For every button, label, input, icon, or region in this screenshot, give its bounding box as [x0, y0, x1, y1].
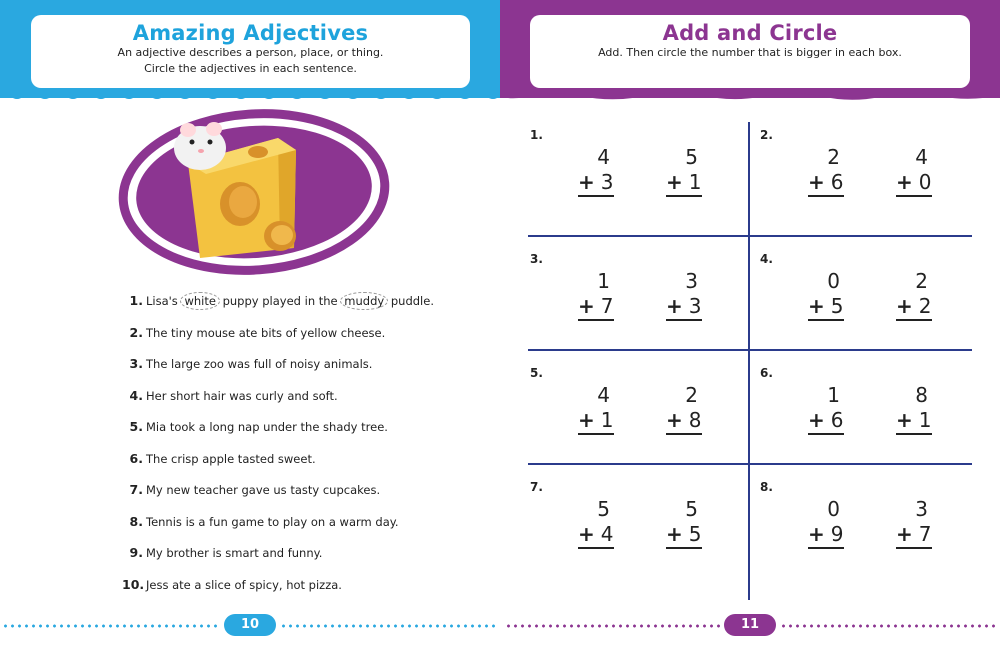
- plus-sign: +: [808, 294, 825, 318]
- problem-box-label: 3.: [530, 252, 543, 266]
- addition-problem[interactable]: [808, 145, 844, 197]
- addend-bottom-row: [808, 170, 844, 197]
- addend-bottom: 6: [830, 170, 844, 194]
- addend-bottom: 6: [830, 408, 844, 432]
- plus-sign: +: [666, 294, 683, 318]
- addend-bottom-row: [666, 408, 702, 435]
- sentence-number: 10.: [122, 576, 145, 592]
- sentence-4: [122, 388, 482, 420]
- hamster-cheese-photo: [118, 108, 390, 276]
- plus-sign: +: [578, 170, 595, 194]
- sentence-number: 6.: [129, 450, 143, 466]
- addition-problem[interactable]: [666, 269, 702, 321]
- text-part: puddle.: [387, 294, 434, 308]
- addend-bottom: 3: [688, 294, 702, 318]
- problem-box-label: 1.: [530, 128, 543, 142]
- addend-bottom-row: [578, 522, 614, 549]
- sentence-text: The crisp apple tasted sweet.: [146, 451, 316, 466]
- plus-sign: +: [896, 170, 913, 194]
- sentence-number: 9.: [129, 545, 143, 560]
- instructions: Add. Then circle the number that is bigger in each box.: [598, 46, 902, 59]
- plus-sign: +: [666, 408, 683, 432]
- sentence-number: 5.: [129, 419, 143, 434]
- addition-problem[interactable]: [808, 497, 844, 549]
- problem-box-label: 5.: [530, 366, 543, 380]
- plus-sign: +: [896, 294, 913, 318]
- addend-bottom-row: [666, 522, 702, 549]
- addition-problem[interactable]: [808, 269, 844, 321]
- addition-problem[interactable]: [578, 497, 614, 549]
- sentence-9: [122, 545, 482, 577]
- sentence-text: Mia took a long nap under the shady tree.: [146, 420, 388, 434]
- text-part: Lisa's: [146, 294, 182, 308]
- addend-bottom-row: [578, 408, 614, 435]
- page-number: 11: [724, 614, 776, 636]
- addition-problem[interactable]: [896, 269, 932, 321]
- grid-divider: [748, 122, 750, 600]
- addend-top: 5: [685, 145, 698, 169]
- addend-top: 4: [915, 145, 928, 169]
- circled-adjective[interactable]: muddy: [340, 292, 388, 310]
- problem-box-label: 7.: [530, 480, 543, 494]
- sentence-1: [122, 293, 482, 325]
- addition-problem[interactable]: [578, 145, 614, 197]
- addend-bottom: 2: [918, 294, 932, 318]
- addition-problem[interactable]: [578, 383, 614, 435]
- addend-top: 3: [685, 269, 698, 293]
- addend-bottom-row: [578, 294, 614, 321]
- plus-sign: +: [578, 522, 595, 546]
- sentence-text: The tiny mouse ate bits of yellow cheese.: [146, 325, 386, 340]
- addend-bottom: 8: [688, 408, 702, 432]
- grid-divider: [528, 463, 972, 465]
- problem-box-label: 8.: [760, 480, 773, 494]
- sentence-number: 7.: [129, 482, 143, 497]
- addend-bottom-row: [666, 170, 702, 197]
- plus-sign: +: [666, 522, 683, 546]
- addition-problem[interactable]: [666, 145, 702, 197]
- addition-problem[interactable]: [578, 269, 614, 321]
- plus-sign: +: [666, 170, 683, 194]
- grid-divider: [528, 235, 972, 237]
- addend-bottom-row: [808, 408, 844, 435]
- plus-sign: +: [578, 294, 595, 318]
- addend-bottom: 5: [688, 522, 702, 546]
- addend-bottom: 9: [830, 522, 844, 546]
- addend-bottom: 7: [918, 522, 932, 546]
- addition-problem[interactable]: [666, 383, 702, 435]
- addend-top: 1: [827, 383, 840, 407]
- problem-box-label: 2.: [760, 128, 773, 142]
- addend-top: 1: [597, 269, 610, 293]
- sentence-text: The large zoo was full of noisy animals.: [146, 357, 373, 371]
- addend-top: 4: [597, 383, 610, 407]
- dotted-line: [505, 624, 720, 628]
- sentence-text: Jess ate a slice of spicy, hot pizza.: [146, 577, 342, 592]
- page-title: Add and Circle: [662, 21, 838, 45]
- addend-bottom-row: [896, 170, 932, 197]
- sentence-text: Tennis is a fun game to play on a warm day.: [146, 514, 399, 529]
- addend-bottom: 5: [830, 294, 844, 318]
- addend-top: 5: [597, 497, 610, 521]
- sentence-number: 2.: [129, 324, 143, 340]
- problem-box-label: 6.: [760, 366, 773, 380]
- sentence-10: [122, 577, 482, 609]
- sentence-text: Her short hair was curly and soft.: [146, 388, 338, 403]
- sentence-5: [122, 419, 482, 451]
- addend-top: 2: [827, 145, 840, 169]
- addend-bottom: 1: [688, 170, 702, 194]
- sentence-number: 1.: [129, 293, 143, 308]
- addend-top: 3: [915, 497, 928, 521]
- instructions: Circle the adjectives in each sentence.: [144, 62, 357, 75]
- instructions: An adjective describes a person, place, or thing.: [117, 46, 384, 59]
- title-card: [530, 15, 970, 88]
- addend-top: 5: [685, 497, 698, 521]
- addend-top: 0: [827, 497, 840, 521]
- addition-grid: [528, 120, 972, 600]
- plus-sign: +: [896, 522, 913, 546]
- addition-problem[interactable]: [896, 145, 932, 197]
- title-card: [31, 15, 470, 88]
- addend-bottom: 0: [918, 170, 932, 194]
- sentence-number: 8.: [129, 513, 143, 529]
- sentence-text: My new teacher gave us tasty cupcakes.: [146, 483, 381, 497]
- plus-sign: +: [808, 170, 825, 194]
- addition-problem[interactable]: [896, 383, 932, 435]
- grid-divider: [528, 349, 972, 351]
- sentence-8: [122, 514, 482, 546]
- text-part: puppy played in the: [218, 294, 342, 308]
- plus-sign: +: [578, 408, 595, 432]
- page-number: 10: [224, 614, 276, 636]
- plus-sign: +: [808, 408, 825, 432]
- sentence-7: [122, 482, 482, 514]
- addend-top: 2: [915, 269, 928, 293]
- addition-problem[interactable]: [896, 497, 932, 549]
- plus-sign: +: [896, 408, 913, 432]
- addend-bottom: 3: [600, 170, 614, 194]
- problem-box-label: 4.: [760, 252, 773, 266]
- addition-problem[interactable]: [808, 383, 844, 435]
- dotted-line: [780, 624, 996, 628]
- addend-bottom: 4: [600, 522, 614, 546]
- circled-adjective[interactable]: white: [180, 292, 219, 310]
- sentence-list: [122, 293, 482, 608]
- sentence-text: [146, 294, 434, 308]
- wavy-edge: [500, 90, 1000, 106]
- addend-bottom: 1: [918, 408, 932, 432]
- addend-bottom-row: [896, 408, 932, 435]
- addend-bottom: 7: [600, 294, 614, 318]
- sentence-3: [122, 356, 482, 388]
- addend-top: 8: [915, 383, 928, 407]
- addend-bottom-row: [808, 294, 844, 321]
- sentence-number: 3.: [129, 356, 143, 371]
- dotted-line: [2, 624, 220, 628]
- addend-top: 0: [827, 269, 840, 293]
- sentence-6: [122, 451, 482, 483]
- wavy-edge: [0, 90, 500, 106]
- addition-problem[interactable]: [666, 497, 702, 549]
- dotted-line: [280, 624, 498, 628]
- addend-bottom-row: [666, 294, 702, 321]
- sentence-text: My brother is smart and funny.: [146, 546, 323, 560]
- addend-bottom-row: [808, 522, 844, 549]
- addend-bottom-row: [896, 294, 932, 321]
- sentence-2: [122, 325, 482, 357]
- addend-bottom-row: [578, 170, 614, 197]
- sentence-number: 4.: [129, 387, 143, 403]
- plus-sign: +: [808, 522, 825, 546]
- addend-top: 2: [685, 383, 698, 407]
- addend-bottom: 1: [600, 408, 614, 432]
- addend-bottom-row: [896, 522, 932, 549]
- page-title: Amazing Adjectives: [132, 21, 369, 45]
- addend-top: 4: [597, 145, 610, 169]
